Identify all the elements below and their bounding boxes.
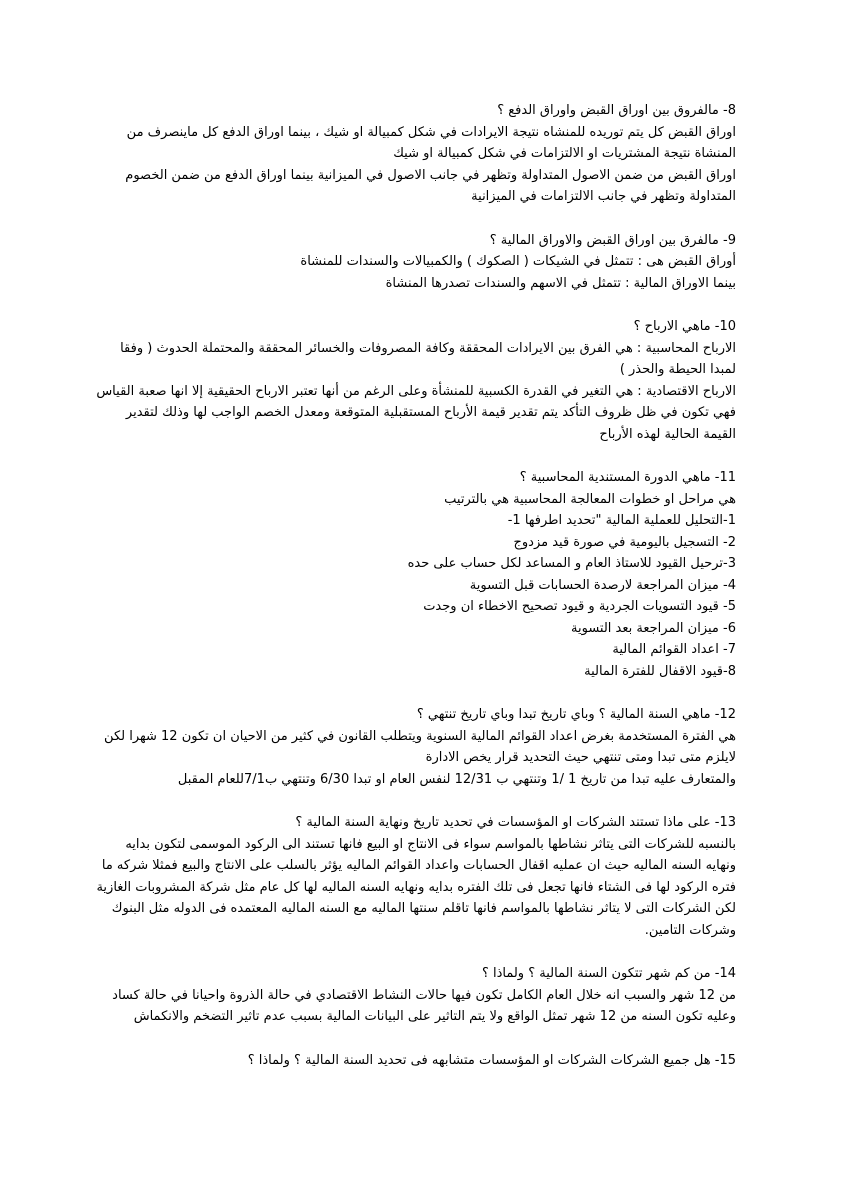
- question-block-13: [94, 812, 736, 941]
- answer-line: هي مراحل او خطوات المعالجة المحاسبية هي بالترتيب: [444, 491, 736, 507]
- question-title: 13- على ماذا تستند الشركات او المؤسسات في تحديد تاريخ ونهاية السنة المالية ؟: [295, 815, 736, 830]
- answer-line: اوراق القبض من ضمن الاصول المتداولة وتظهر في جانب الاصول في الميزانية بينما اوراق الدفع من ضمن الخصوم المتداولة وتظهر في جانب الالتزامات في الميزانية: [125, 167, 736, 204]
- question-block-10: [94, 316, 736, 445]
- list-item: 5- قيود التسويات الجردية و قيود تصحيح الاخطاء ان وجدت: [423, 599, 736, 614]
- list-item: 3-ترحيل القيود للاستاذ العام و المساعد لكل حساب على حده: [407, 556, 736, 571]
- answer-line: والمتعارف عليه تبدا من تاريخ 1 /1 وتنتهي ب 12/31 لنفس العام او تبدا 6/30 وتنتهي ب7/1للعام المقبل: [177, 771, 736, 787]
- list-item: 6- ميزان المراجعة بعد التسوية: [571, 620, 736, 636]
- question-title: 11- ماهي الدورة المستندية المحاسبية ؟: [519, 470, 736, 485]
- question-title: 10- ماهي الارباح ؟: [633, 319, 736, 334]
- question-block-15: [94, 1050, 736, 1072]
- document-body: [94, 100, 736, 1093]
- answer-line: هي الفترة المستخدمة بغرض اعداد القوائم المالية السنوية ويتطلب القانون في كثير من الاحيان ان تكون 12 شهرا لكن لايلزم متى تبدا ومتى تنتهي حيث التحديد قرار يخص الادارة: [104, 728, 736, 765]
- question-title: 14- من كم شهر تتكون السنة المالية ؟ ولماذا ؟: [481, 966, 736, 981]
- question-block-11: [94, 467, 736, 682]
- question-block-9: [94, 230, 736, 295]
- list-item: 4- ميزان المراجعة لارصدة الحسابات قبل التسوية: [469, 577, 736, 593]
- answer-line: من 12 شهر والسبب انه خلال العام الكامل تكون فيها حالات النشاط الاقتصادي في حالة الذروة واحيانا في حالة كساد وعليه تكون السنه من 12 شهر تمثل الواقع ولا يتم التاثير على البيانات المالية بسبب عدم تاثير التضخم والانكماش: [112, 987, 736, 1024]
- question-block-14: [94, 963, 736, 1028]
- answer-line: الارباح الاقتصادية : هي التغير في القدرة الكسبية للمنشأة وعلى الرغم من أنها تعتبر الارباح الحقيقية إلا انها صعبة القياس فهي تكون في ظل ظروف التأكد يتم تقدير قيمة الأرباح المستقبلية المتوقعة ومعدل الخصم الواجب لها وذلك لتقدير القيمة الحالية لهذه الأرباح: [96, 383, 736, 442]
- list-item: 8-قيود الاقفال للفترة المالية: [584, 663, 736, 679]
- answer-line: الارباح المحاسبية : هي الفرق بين الايرادات المحققة وكافة المصروفات والخسائر المحققة والمحتملة الحدوث ( وفقا لمبدا الحيطة والحذر ): [120, 340, 736, 377]
- list-item: 7- اعداد القوائم المالية: [612, 642, 736, 657]
- answer-line: بينما الاوراق المالية : تتمثل في الاسهم والسندات تصدرها المنشاة: [385, 275, 736, 291]
- answer-line: اوراق القبض كل يتم توريده للمنشاه نتيجة الايرادات في شكل كمبيالة او شيك ، بينما اوراق الدفع كل ماينصرف من المنشاة نتيجة المشتريات او الالتزامات في شكل كمبيالة او شيك: [126, 124, 736, 161]
- answer-line: بالنسبه للشركات التى يتاثر نشاطها بالمواسم سواء فى الانتاج او البيع فانها تستند الى الركود الموسمى لتكون بدايه ونهايه السنه الماليه حيث ان عمليه اقفال الحسابات واعداد القوائم الماليه يؤثر بالسلب على الانتاج والبيع فمثلا شركه ما فتره الركود لها فى الشتاء فانها تجعل فى تلك الفتره بدايه ونهايه السنه الماليه لها كل عام مثل شركة المشروبات الغازية: [96, 836, 736, 895]
- question-title: 15- هل جميع الشركات الشركات او المؤسسات متشابهه فى تحديد السنة المالية ؟ ولماذا ؟: [247, 1052, 736, 1068]
- answer-line: لكن الشركات التى لا يتاثر نشاطها بالمواسم فانها تاقلم سنتها الماليه مع السنه الماليه المعتمده فى الدوله مثل البنوك وشركات التامين.: [111, 901, 736, 938]
- question-title: 12- ماهي السنة المالية ؟ وباي تاريخ تبدا وباي تاريخ تنتهي ؟: [416, 707, 736, 722]
- question-title: 9- مالفرق بين اوراق القبض والاوراق المالية ؟: [489, 232, 736, 248]
- question-block-8: [94, 100, 736, 208]
- list-item: 1-التحليل للعملية المالية "تحديد اطرفها 1-: [507, 513, 736, 528]
- answer-line: أوراق القبض هى : تتمثل في الشيكات ( الصكوك ) والكمبيالات والسندات للمنشاة: [300, 254, 736, 269]
- question-title: 8- مالفروق بين اوراق القبض واوراق الدفع ؟: [497, 103, 736, 118]
- question-block-12: [94, 704, 736, 790]
- list-item: 2- التسجيل باليومية في صورة قيد مزدوج: [513, 534, 736, 550]
